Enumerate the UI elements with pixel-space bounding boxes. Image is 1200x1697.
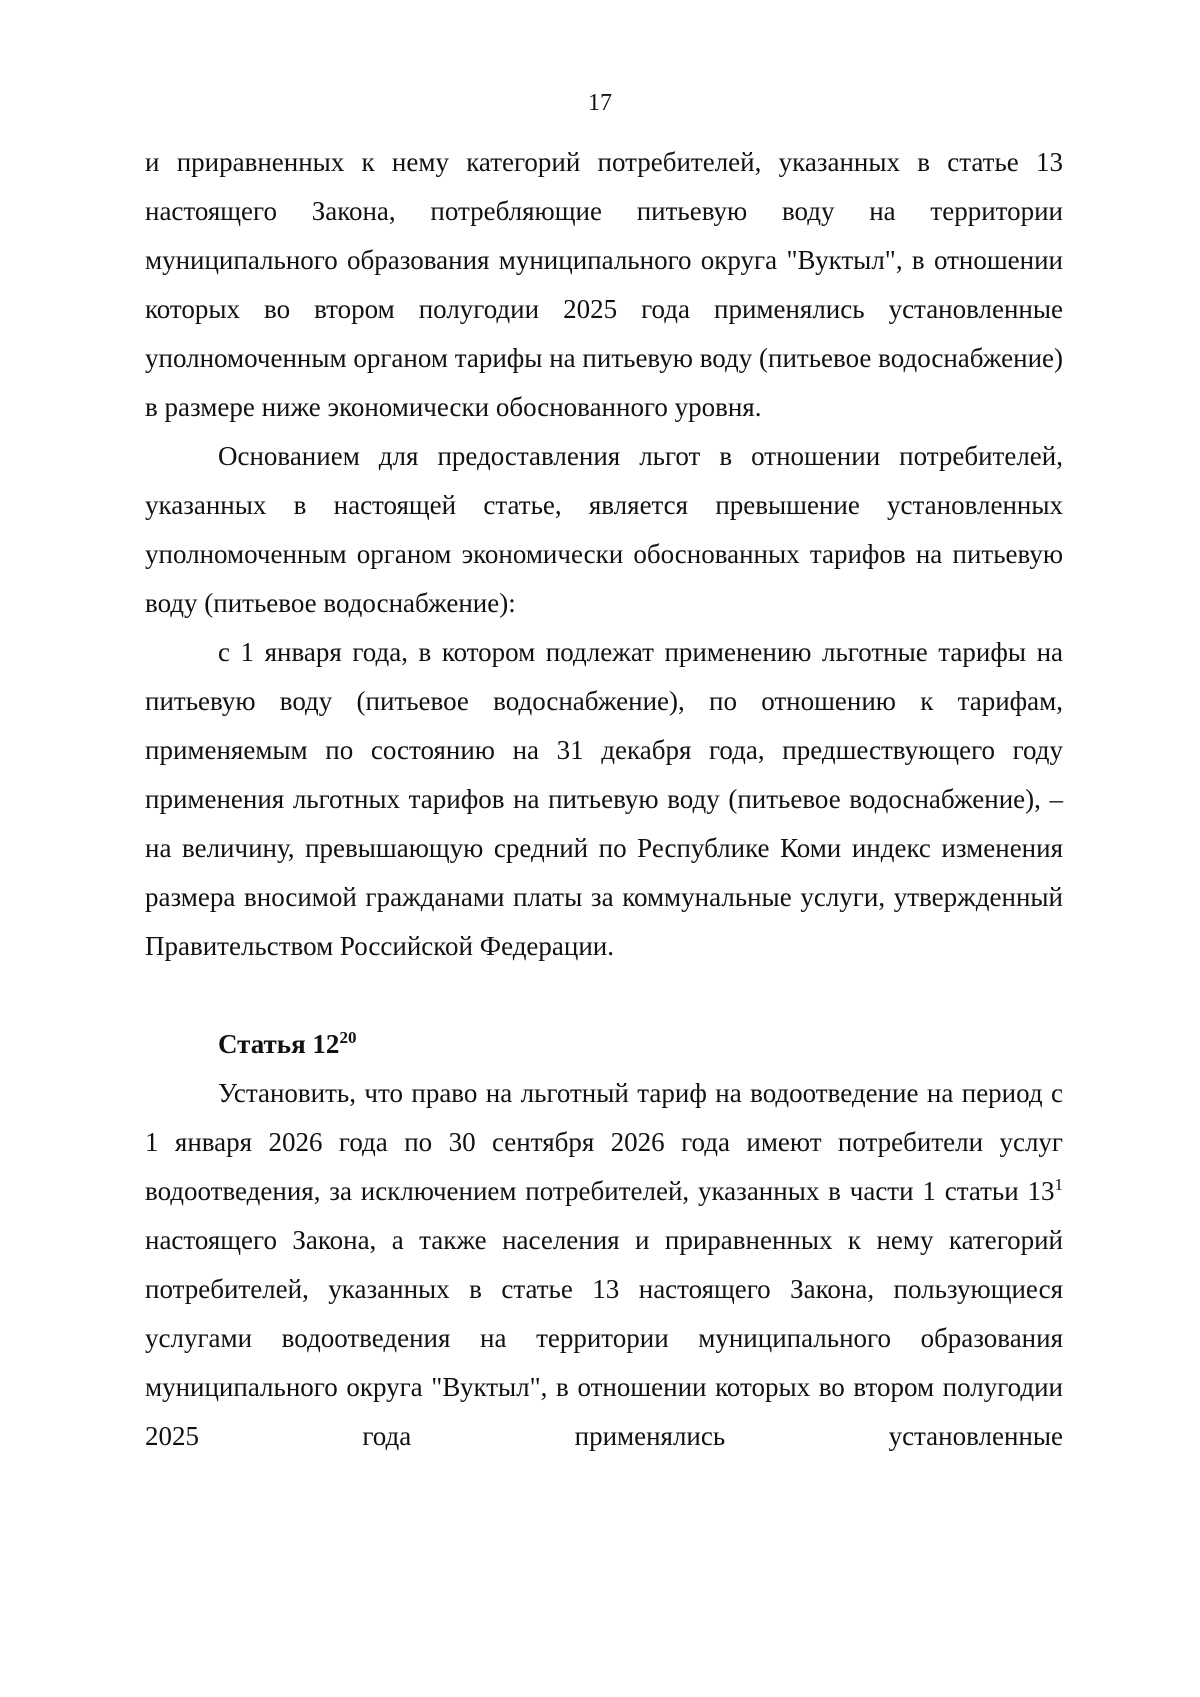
article-heading-superscript: 20 (339, 1028, 357, 1047)
article-heading (145, 1020, 1063, 1069)
paragraph-basis: Основанием для предоставления льгот в отношении потребителей, указанных в настоящей статье, является превышение установленных уполномоченным органом экономически обоснованных тарифов на питьевую воду (питьевое водоснабжение): (145, 441, 1063, 618)
paragraph-continuation: и приравненных к нему категорий потребителей, указанных в статье 13 настоящего Закона, потребляющие питьевую воду на территории муниципального образования муниципального округа "Вуктыл", в отношении которых во втором полугодии 2025 года применялись установленные уполномоченным органом тарифы на питьевую воду (питьевое водоснабжение) в размере ниже экономически обоснованного уровня. (145, 147, 1063, 422)
article-paragraph (145, 1069, 1063, 1461)
article-text-superscript: 1 (1054, 1175, 1063, 1194)
paragraph-condition: с 1 января года, в котором подлежат применению льготные тарифы на питьевую воду (питьевое водоснабжение), по отношению к тарифам, применяемым по состоянию на 31 декабря года, предшествующего году применения льготных тарифов на питьевую воду (питьевое водоснабжение), – на величину, превышающую средний по Республике Коми индекс изменения размера вносимой гражданами платы за коммунальные услуги, утвержденный Правительством Российской Федерации. (145, 637, 1063, 961)
page-number: 17 (588, 90, 612, 116)
article-text-part-2: настоящего Закона, а также населения и приравненных к нему категорий потребителей, указанных в статье 13 настоящего Закона, пользующиеся услугами водоотведения на территории муниципального образования муниципального округа "Вуктыл", в отношении которых во втором полугодии 2025 года применялись установленные (145, 1225, 1063, 1451)
article-text-part-1: Установить, что право на льготный тариф на водоотведение на период с 1 января 2026 года по 30 сентября 2026 года имеют потребители услуг водоотведения, за исключением потребителей, указанных в части 1 статьи 13 (145, 1078, 1063, 1206)
article-heading-text: Статья 12 (218, 1029, 340, 1059)
document-body (145, 138, 1063, 1461)
